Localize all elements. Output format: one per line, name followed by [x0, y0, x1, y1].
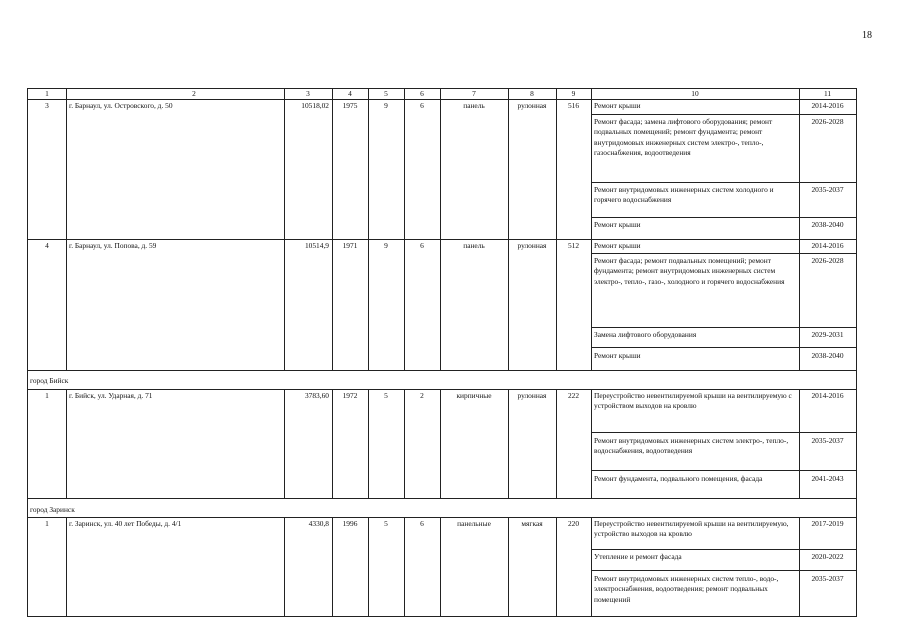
house-year: 1996: [342, 519, 358, 528]
house-area: 3783,60: [304, 391, 329, 400]
work-period: 2026-2028: [811, 256, 844, 265]
column-header: 7: [472, 89, 476, 98]
house-entrances: 6: [420, 241, 424, 250]
house-area: 10518,02: [301, 101, 329, 110]
column-header: 11: [823, 89, 832, 98]
house-roof-type: рулонная: [517, 391, 547, 400]
grid-line: [284, 389, 285, 498]
city-heading: город Бийск: [30, 376, 69, 385]
house-floors: 5: [384, 519, 388, 528]
column-header: 6: [420, 89, 424, 98]
house-address: г. Бийск, ул. Ударная, д. 71: [69, 391, 153, 400]
house-year: 1972: [342, 391, 358, 400]
work-description: Ремонт фасада; ремонт подвальных помещений; ремонт фундамента; ремонт внутридомовых инженерных систем электро-, тепло-, газо-, холодного и горячего водоснабжения: [594, 256, 785, 286]
work-description: Ремонт крыши: [594, 101, 641, 110]
grid-line: [368, 517, 369, 616]
column-header: 4: [348, 89, 352, 98]
grid-line: [368, 89, 369, 370]
work-period: 2014-2016: [811, 241, 844, 250]
column-header: 8: [530, 89, 534, 98]
grid-line: [440, 517, 441, 616]
work-period: 2014-2016: [811, 391, 844, 400]
work-period: 2017-2019: [811, 519, 844, 528]
grid-line: [591, 327, 856, 328]
grid-line: [591, 570, 856, 571]
grid-line: [66, 89, 67, 370]
work-description: Ремонт внутридомовых инженерных систем тепло-, водо-, электроснабжения, водоотведения; ремонт подвальных помещений: [594, 574, 779, 604]
house-residents: 222: [567, 391, 580, 400]
house-residents: 220: [567, 519, 580, 528]
house-roof-type: мягкая: [521, 519, 543, 528]
work-period: 2014-2016: [811, 101, 844, 110]
grid-line: [440, 389, 441, 498]
work-description: Ремонт крыши: [594, 220, 641, 229]
work-period: 2035-2037: [811, 436, 844, 445]
house-number: 1: [45, 519, 49, 528]
grid-line: [591, 253, 856, 254]
work-period: 2038-2040: [811, 351, 844, 360]
work-description: Утепление и ремонт фасада: [594, 552, 682, 561]
work-description: Ремонт внутридомовых инженерных систем электро-, тепло-, водоснабжения, водоотведения: [594, 436, 789, 456]
grid-line: [28, 517, 856, 518]
grid-line: [508, 89, 509, 370]
grid-line: [404, 389, 405, 498]
work-description: Ремонт фундамента, подвального помещения, фасада: [594, 474, 763, 483]
grid-line: [28, 239, 856, 240]
house-floors: 5: [384, 391, 388, 400]
grid-line: [591, 217, 856, 218]
grid-line: [591, 347, 856, 348]
column-header: 3: [306, 89, 310, 98]
house-entrances: 6: [420, 101, 424, 110]
column-header: 9: [571, 89, 576, 98]
grid-line: [28, 498, 856, 499]
work-period: 2038-2040: [811, 220, 844, 229]
grid-line: [66, 517, 67, 616]
grid-line: [440, 89, 441, 370]
grid-line: [28, 389, 856, 390]
house-wall-material: панельные: [457, 519, 491, 528]
grid-line: [284, 89, 285, 370]
work-period: 2035-2037: [811, 574, 844, 583]
column-header: 1: [45, 89, 49, 98]
house-year: 1975: [342, 101, 358, 110]
house-address: г. Заринск, ул. 40 лет Победы, д. 4/1: [69, 519, 182, 528]
house-wall-material: панель: [463, 241, 485, 250]
grid-line: [556, 517, 557, 616]
work-description: Ремонт крыши: [594, 351, 641, 360]
house-area: 10514,9: [304, 241, 329, 250]
grid-line: [508, 389, 509, 498]
grid-line: [799, 517, 800, 616]
house-residents: 516: [567, 101, 580, 110]
work-period: 2029-2031: [811, 330, 844, 339]
grid-line: [404, 517, 405, 616]
grid-line: [332, 389, 333, 498]
grid-line: [28, 99, 856, 100]
grid-line: [556, 89, 557, 370]
grid-line: [591, 182, 856, 183]
grid-line: [508, 517, 509, 616]
grid-line: [591, 114, 856, 115]
work-description: Переустройство невентилируемой крыши на вентилируемую с устройством выходов на кровлю: [594, 391, 792, 411]
grid-line: [556, 389, 557, 498]
grid-line: [591, 549, 856, 550]
grid-line: [284, 517, 285, 616]
house-number: 4: [45, 241, 49, 250]
city-heading: город Заринск: [30, 505, 75, 514]
work-period: 2020-2022: [811, 552, 844, 561]
house-floors: 9: [384, 101, 388, 110]
grid-line: [66, 389, 67, 498]
house-wall-material: кирпичные: [456, 391, 492, 400]
house-residents: 512: [567, 241, 580, 250]
column-header: 2: [192, 89, 196, 98]
grid-line: [591, 517, 592, 616]
grid-line: [28, 370, 856, 371]
work-period: 2041-2043: [811, 474, 844, 483]
work-period: 2026-2028: [811, 117, 844, 126]
work-description: Ремонт фасада; замена лифтового оборудования; ремонт подвальных помещений; ремонт фундамента; ремонт внутридомовых инженерных систем электро-, тепло-, газоснабжения, водоотведения: [594, 117, 773, 158]
grid-line: [591, 389, 592, 498]
capital-repair-table: [27, 88, 857, 617]
house-roof-type: рулонная: [517, 101, 547, 110]
grid-line: [591, 470, 856, 471]
house-address: г. Барнаул, ул. Попова, д. 59: [69, 241, 157, 250]
page-number: 18: [862, 30, 872, 41]
house-number: 3: [45, 101, 49, 110]
grid-line: [404, 89, 405, 370]
house-wall-material: панель: [463, 101, 485, 110]
grid-line: [368, 389, 369, 498]
grid-line: [332, 89, 333, 370]
house-address: г. Барнаул, ул. Островского, д. 50: [69, 101, 173, 110]
grid-line: [591, 432, 856, 433]
house-year: 1971: [342, 241, 358, 250]
house-floors: 9: [384, 241, 388, 250]
work-description: Переустройство невентилируемой крыши на вентилируемую, устройство выходов на кровлю: [594, 519, 789, 539]
work-description: Ремонт внутридомовых инженерных систем холодного и горячего водоснабжения: [594, 185, 774, 205]
column-header: 10: [691, 89, 699, 98]
house-number: 1: [45, 391, 49, 400]
house-entrances: 2: [420, 391, 424, 400]
work-description: Замена лифтового оборудования: [594, 330, 697, 339]
work-period: 2035-2037: [811, 185, 844, 194]
house-roof-type: рулонная: [517, 241, 547, 250]
work-description: Ремонт крыши: [594, 241, 641, 250]
column-header: 5: [384, 89, 388, 98]
house-area: 4330,8: [308, 519, 329, 528]
grid-line: [332, 517, 333, 616]
house-entrances: 6: [420, 519, 424, 528]
